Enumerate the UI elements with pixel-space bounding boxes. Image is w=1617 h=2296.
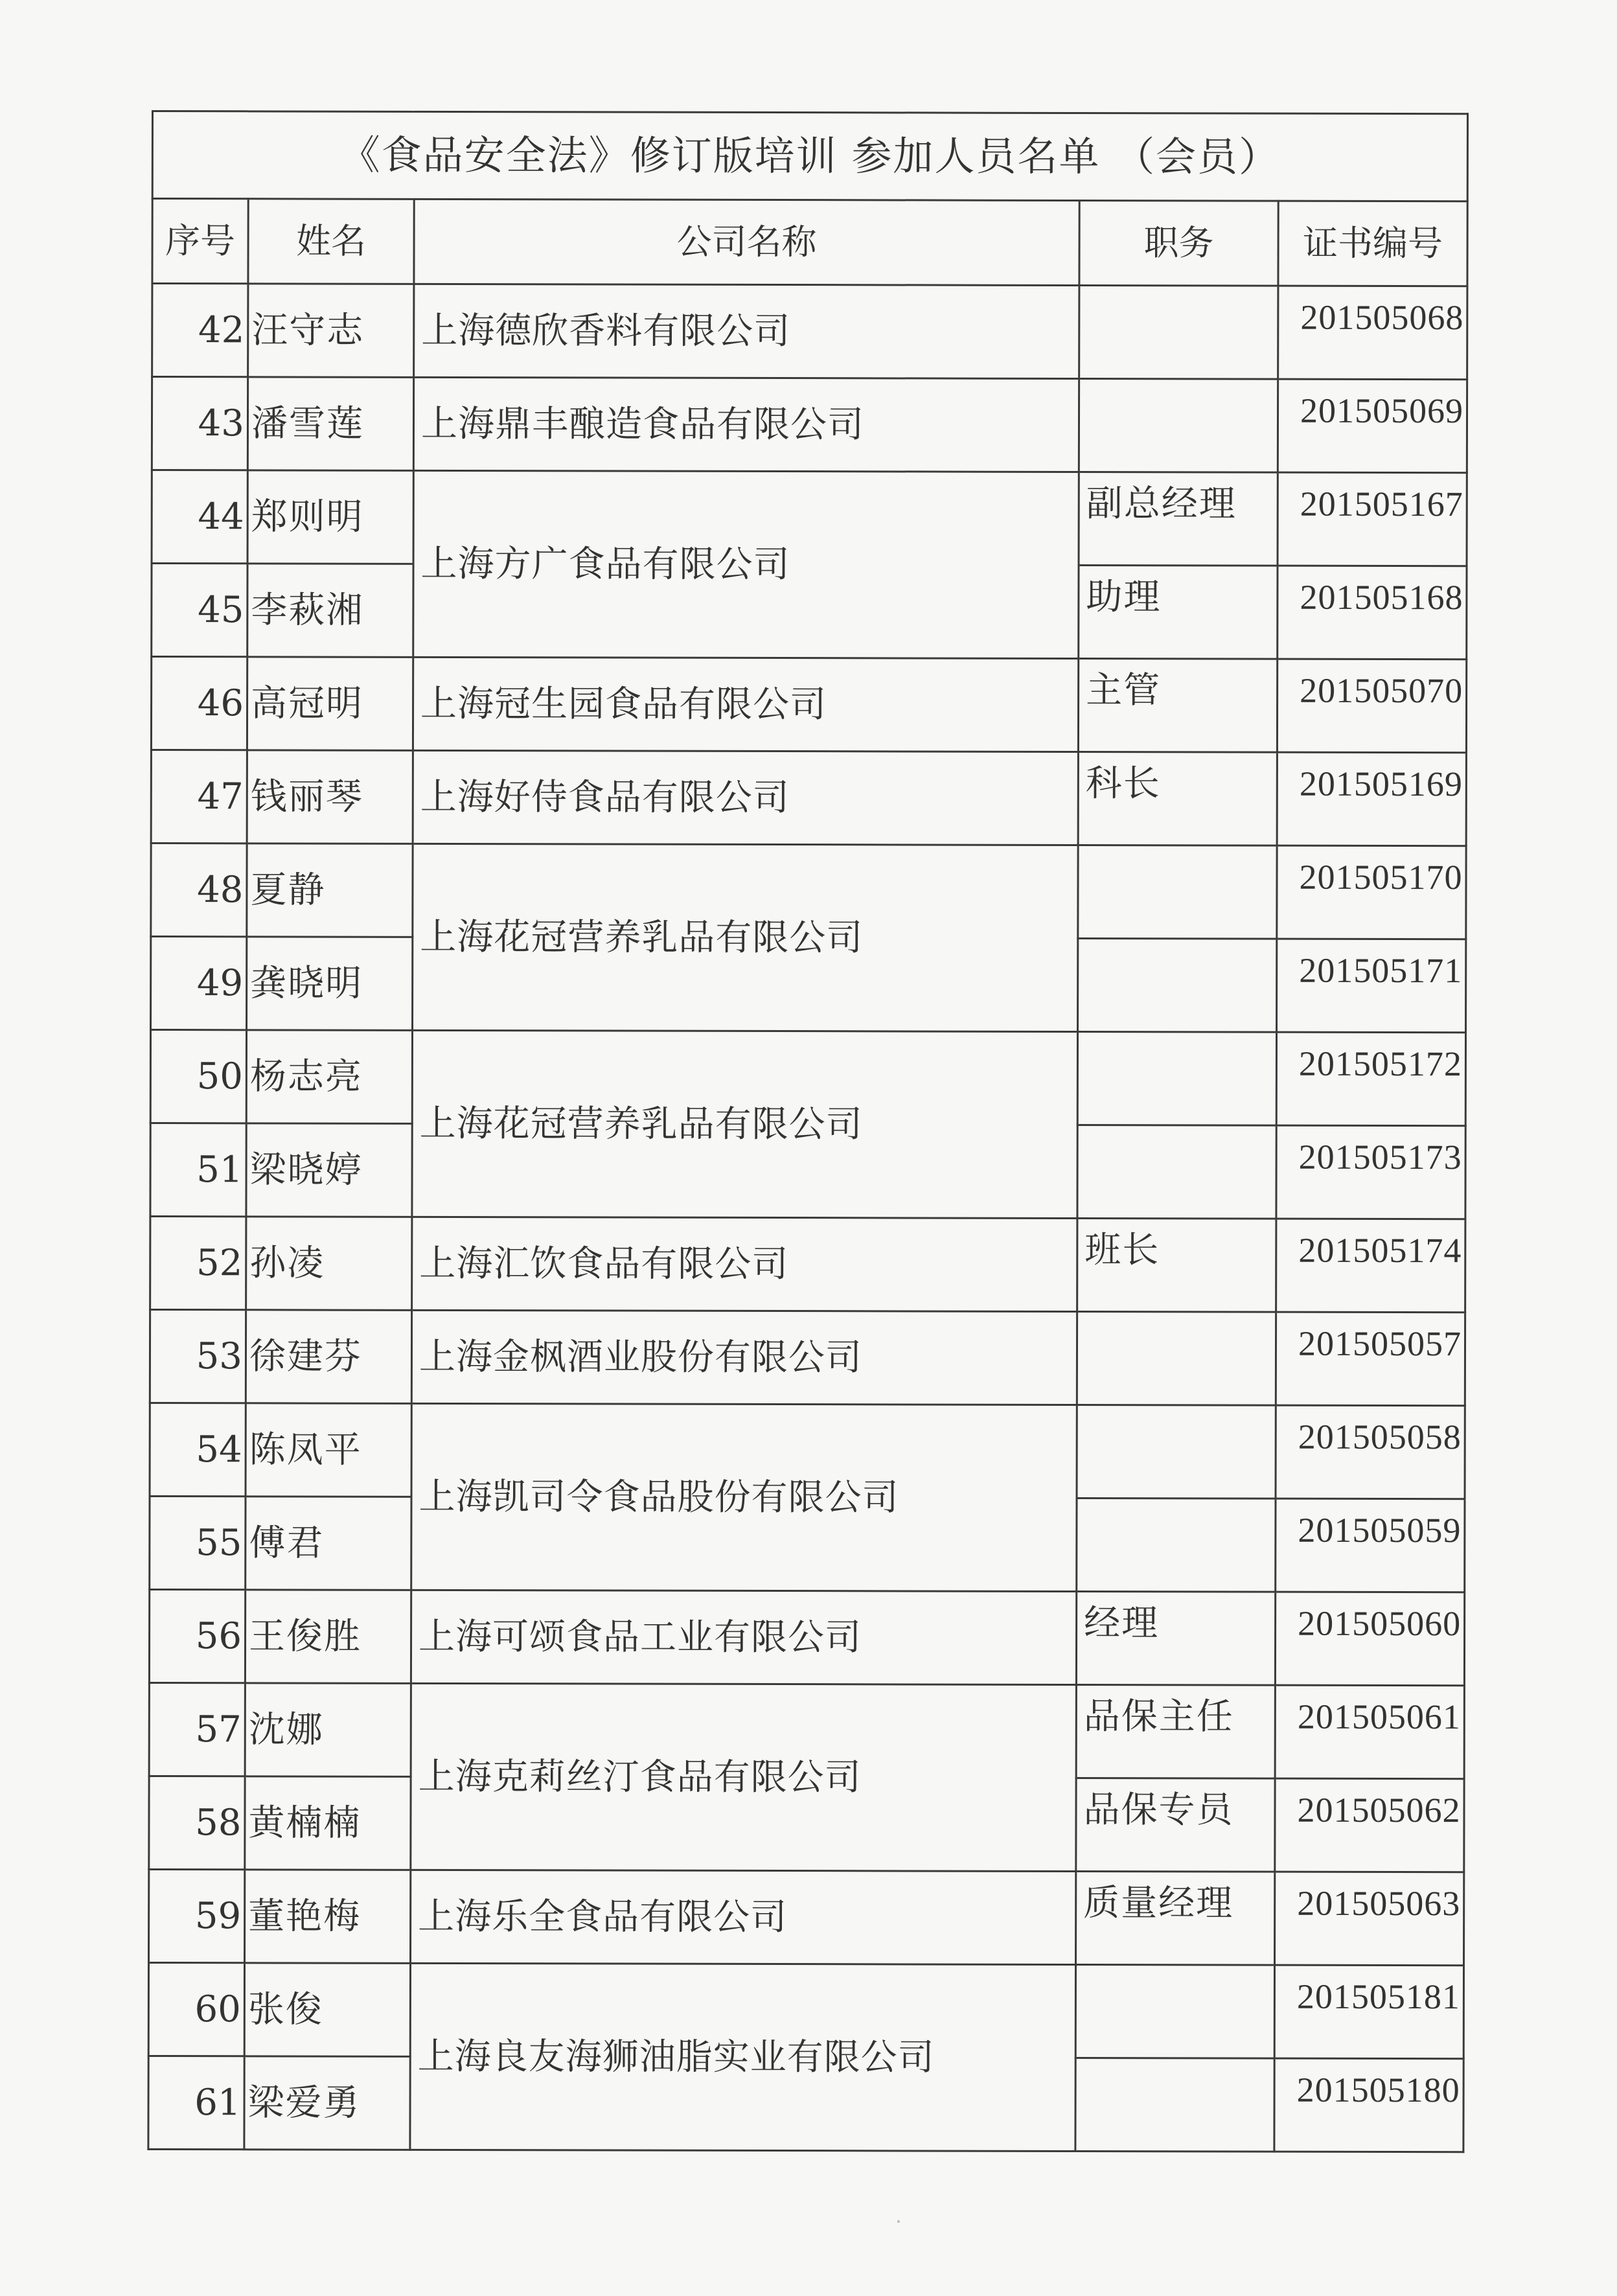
row-position: [1075, 2058, 1274, 2152]
row-certificate: 201505169: [1277, 752, 1466, 846]
row-position: [1075, 1964, 1274, 2058]
table-row: [149, 1869, 1464, 1965]
row-company: 上海花冠营养乳品有限公司: [412, 1030, 1078, 1218]
row-company: 上海良友海狮油脂实业有限公司: [410, 1963, 1076, 2151]
table-row: [148, 1962, 1463, 2058]
row-seq: 42: [152, 284, 248, 377]
row-name: 龚晓明: [247, 937, 413, 1031]
row-company: 上海方广食品有限公司: [413, 470, 1079, 658]
scan-speck: [897, 2220, 900, 2223]
row-certificate: 201505059: [1276, 1498, 1465, 1592]
row-position: [1077, 1405, 1276, 1498]
row-seq: 55: [150, 1496, 246, 1589]
row-seq: 53: [150, 1309, 246, 1403]
row-company: 上海汇饮食品有限公司: [412, 1217, 1077, 1311]
row-position: [1077, 1311, 1276, 1405]
row-position: 副总经理: [1079, 472, 1278, 566]
row-certificate: 201505068: [1278, 286, 1467, 380]
row-company: 上海凯司令食品股份有限公司: [411, 1403, 1077, 1591]
row-company: 上海可颂食品工业有限公司: [411, 1590, 1076, 1684]
row-name: 李萩湘: [247, 564, 413, 658]
row-seq: 59: [149, 1869, 245, 1962]
table-title: 《食品安全法》修订版培训 参加人员名单 （会员）: [152, 111, 1467, 201]
row-certificate: 201505061: [1275, 1685, 1464, 1779]
row-seq: 54: [150, 1403, 246, 1496]
table-row: [150, 1309, 1465, 1405]
header-row: [152, 199, 1467, 286]
row-seq: 61: [148, 2056, 244, 2149]
row-name: 黄楠楠: [245, 1776, 411, 1870]
row-company: 上海克莉丝汀食品有限公司: [411, 1683, 1077, 1871]
row-name: 王俊胜: [245, 1590, 411, 1684]
row-name: 梁晓婷: [246, 1123, 412, 1217]
table-row: [151, 844, 1466, 939]
row-certificate: 201505167: [1278, 472, 1467, 566]
table-row: [151, 750, 1466, 846]
header-company: 公司名称: [414, 199, 1079, 285]
row-name: 汪守志: [248, 284, 414, 378]
row-certificate: 201505070: [1277, 659, 1466, 753]
row-name: 傅君: [246, 1497, 411, 1590]
header-position: 职务: [1079, 200, 1278, 286]
row-name: 杨志亮: [246, 1030, 412, 1124]
row-position: 班长: [1077, 1218, 1276, 1312]
table-row: [150, 1216, 1465, 1312]
row-position: 品保专员: [1076, 1778, 1275, 1872]
row-certificate: 201505181: [1274, 1965, 1463, 2059]
row-certificate: 201505172: [1276, 1032, 1465, 1126]
row-seq: 57: [149, 1682, 245, 1776]
row-certificate: 201505170: [1277, 845, 1466, 939]
row-seq: 58: [149, 1776, 245, 1869]
row-position: [1077, 1031, 1276, 1125]
row-name: 孙凌: [246, 1217, 412, 1311]
row-company: 上海德欣香料有限公司: [414, 284, 1079, 378]
row-certificate: 201505168: [1278, 566, 1467, 660]
row-position: 质量经理: [1076, 1871, 1275, 1965]
row-position: 科长: [1078, 752, 1277, 845]
row-name: 张俊: [244, 1963, 410, 2057]
table-row: [149, 1682, 1464, 1778]
row-seq: 45: [152, 564, 247, 657]
row-name: 徐建芬: [246, 1310, 411, 1404]
header-certificate: 证书编号: [1278, 201, 1467, 286]
row-seq: 51: [150, 1123, 246, 1216]
row-certificate: 201505060: [1275, 1592, 1464, 1686]
header-seq: 序号: [152, 199, 248, 284]
row-name: 梁爱勇: [244, 2056, 410, 2150]
row-certificate: 201505180: [1274, 2058, 1463, 2152]
row-company: 上海冠生园食品有限公司: [413, 657, 1078, 752]
row-certificate: 201505063: [1275, 1872, 1464, 1966]
row-certificate: 201505069: [1278, 379, 1467, 473]
row-seq: 44: [152, 470, 247, 564]
table-row: [150, 1030, 1465, 1126]
row-seq: 46: [151, 657, 247, 750]
row-seq: 52: [150, 1216, 246, 1309]
row-name: 钱丽琴: [247, 750, 413, 844]
row-position: 经理: [1076, 1591, 1275, 1685]
row-certificate: 201505057: [1276, 1312, 1465, 1406]
row-name: 潘雪莲: [247, 377, 413, 471]
row-name: 陈凤平: [246, 1403, 411, 1497]
row-company: 上海乐全食品有限公司: [411, 1870, 1076, 1964]
row-name: 郑则明: [247, 470, 413, 564]
row-seq: 47: [151, 750, 247, 844]
row-seq: 49: [151, 937, 247, 1030]
row-seq: 43: [152, 377, 247, 470]
row-company: 上海鼎丰酿造食品有限公司: [413, 377, 1079, 472]
row-name: 高冠明: [247, 657, 413, 751]
row-position: 助理: [1079, 565, 1278, 659]
row-position: [1077, 1498, 1276, 1592]
table-row: [152, 284, 1467, 380]
row-seq: 60: [148, 1962, 244, 2056]
row-position: [1079, 378, 1278, 472]
row-name: 董艳梅: [245, 1870, 411, 1964]
table-row: [150, 1403, 1465, 1498]
row-certificate: 201505173: [1276, 1125, 1465, 1219]
row-position: 主管: [1078, 658, 1277, 752]
row-certificate: 201505058: [1276, 1405, 1465, 1499]
table-row: [149, 1589, 1464, 1685]
row-seq: 48: [151, 844, 247, 937]
row-position: [1079, 285, 1278, 379]
row-seq: 56: [149, 1589, 245, 1682]
row-company: 上海金枫酒业股份有限公司: [411, 1310, 1077, 1405]
row-seq: 50: [150, 1030, 246, 1123]
row-certificate: 201505171: [1277, 939, 1466, 1033]
row-name: 夏静: [247, 844, 413, 937]
row-name: 沈娜: [245, 1683, 411, 1777]
row-position: [1077, 1125, 1276, 1219]
participant-table: [147, 110, 1469, 2153]
row-position: 品保主任: [1076, 1684, 1275, 1778]
participant-list-sheet: [147, 110, 1467, 2153]
row-company: 上海花冠营养乳品有限公司: [413, 844, 1079, 1031]
header-name: 姓名: [248, 199, 414, 284]
table-row: [152, 470, 1467, 566]
table-row: [151, 657, 1466, 753]
row-position: [1078, 845, 1277, 939]
row-company: 上海好侍食品有限公司: [413, 750, 1078, 845]
row-position: [1078, 938, 1277, 1032]
row-certificate: 201505174: [1276, 1219, 1465, 1313]
table-row: [152, 377, 1467, 473]
row-certificate: 201505062: [1275, 1778, 1464, 1872]
